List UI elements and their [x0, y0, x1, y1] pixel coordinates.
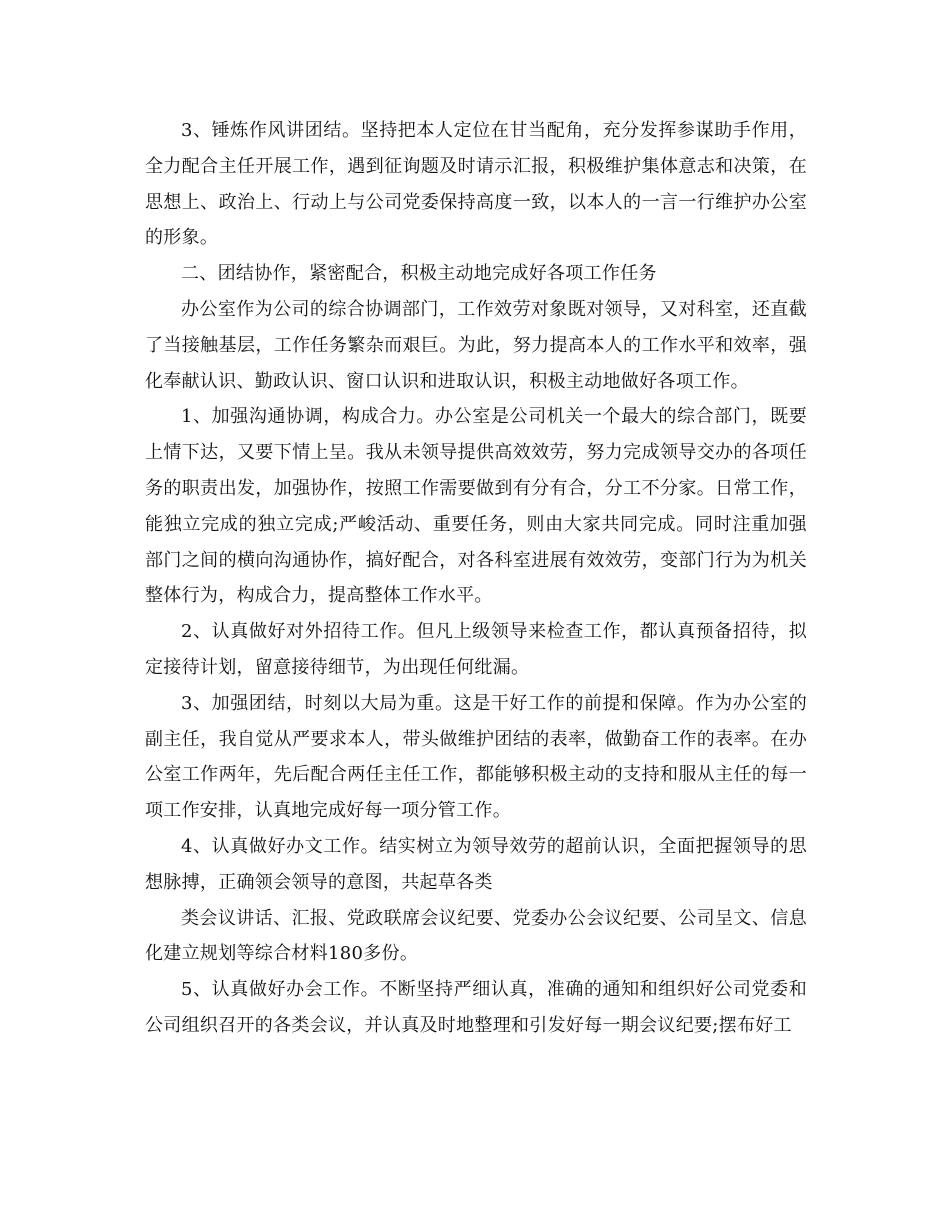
- paragraph-communication: 1、加强沟通协调，构成合力。办公室是公司机关一个最大的综合部门，既要上情下达，又要下情上呈。我从未领导提供高效效劳，努力完成领导交办的各项任务的职责出发，加强协作，按照工作需要做到有分有合，分工不分家。日常工作，能独立完成的独立完成;严峻活动、重要任务，则由大家共同完成。同时注重加强部门之间的横向沟通协作，搞好配合，对各科室进展有效效劳，变部门行为为机关整体行为，构成合力，提高整体工作水平。: [145, 406, 807, 607]
- paragraph-materials: 类会议讲话、汇报、党政联席会议纪要、党委办公会议纪要、公司呈文、信息化建立规划等综合材料180多份。: [145, 907, 807, 965]
- paragraph-unity: 3、加强团结，时刻以大局为重。这是干好工作的前提和保障。作为办公室的副主任，我自觉从严要求本人，带头做维护团结的表率，做勤奋工作的表率。在办公室工作两年，先后配合两任主任工作，都能够积极主动的支持和服从主任的每一项工作安排，认真地完成好每一项分管工作。: [145, 692, 807, 822]
- document-page: [145, 113, 807, 1044]
- paragraph-style-unity: 3、锤炼作风讲团结。坚持把本人定位在甘当配角，充分发挥参谋助手作用，全力配合主任开展工作，遇到征询题及时请示汇报，积极维护集体意志和决策，在思想上、政治上、行动上与公司党委保持高度一致，以本人的一言一行维护办公室的形象。: [145, 120, 807, 249]
- paragraph-reception: 2、认真做好对外招待工作。但凡上级领导来检查工作，都认真预备招待，拟定接待计划，留意接待细节，为出现任何纰漏。: [145, 621, 807, 678]
- paragraph-meetings: 5、认真做好办会工作。不断坚持严细认真，准确的通知和组织好公司党委和公司组织召开的各类会议，并认真及时地整理和引发好每一期会议纪要;摆布好工: [145, 979, 807, 1036]
- section-heading-cooperation: 二、团结协作，紧密配合，积极主动地完成好各项工作任务: [181, 263, 657, 285]
- paragraph-office-role: 办公室作为公司的综合协调部门，工作效劳对象既对领导，又对科室，还直截了当接触基层，工作任务繁杂而艰巨。为此，努力提高本人的工作水平和效率，强化奉献认识、勤政认识、窗口认识和进取认识，积极主动地做好各项工作。: [145, 298, 807, 392]
- paragraph-document-work: 4、认真做好办文工作。结实树立为领导效劳的超前认识，全面把握领导的思想脉搏，正确领会领导的意图，共起草各类: [145, 835, 807, 893]
